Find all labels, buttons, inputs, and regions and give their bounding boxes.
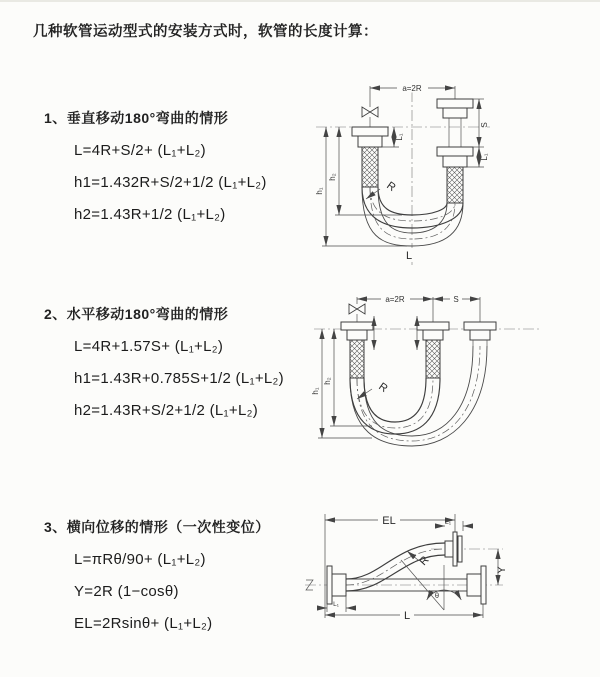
braided-hose-end: [426, 340, 440, 378]
hose-curves: [350, 346, 487, 446]
braided-hose-end: [350, 340, 364, 378]
valve-icon: [362, 107, 378, 117]
l1-top-dim-label: L₁: [444, 519, 452, 526]
section-1-heading: 1、垂直移动180°弯曲的情形: [44, 110, 229, 126]
formula-h2: h2=1.43R+S/2+1/2 (L₁+L₂): [74, 401, 259, 419]
section-3-heading: 3、横向位移的情形（一次性变位）: [44, 519, 270, 535]
h1-dim-label: h₁: [315, 187, 324, 195]
span-dim-label: a=2R: [402, 83, 422, 93]
length-label: L: [403, 610, 411, 622]
formula-h2: h2=1.43R+1/2 (L₁+L₂): [74, 205, 226, 223]
h2-dim-label: h₂: [323, 377, 332, 385]
formula-length: L=4R+1.57S+ (L₁+L₂): [74, 337, 224, 355]
s-dim-label: S: [453, 294, 459, 304]
diagram-horizontal-u-bend: [312, 286, 557, 458]
diagram-lateral-offset: [303, 500, 593, 645]
formula-el: EL=2Rsinθ+ (L₁+L₂): [74, 614, 213, 632]
page-title: 几种软管运动型式的安装方式时，软管的长度计算：: [33, 24, 378, 40]
radius-label: R: [417, 554, 432, 569]
right-pipe-fitting: [464, 322, 496, 346]
valve-icon: [349, 304, 365, 314]
braided-hose-end: [362, 147, 378, 187]
hose-s-curve: [346, 543, 445, 591]
formula-length: L=πRθ/90+ (L₁+L₂): [74, 550, 206, 568]
right-pipe-fitting: [437, 99, 473, 203]
section-2-heading: 2、水平移动180°弯曲的情形: [44, 306, 229, 322]
formula-h1: h1=1.43R+0.785S+1/2 (L₁+L₂): [74, 369, 284, 387]
l1-left-dim-label: L₁: [333, 601, 339, 608]
radius-label: R: [376, 380, 390, 396]
dimensions: [311, 295, 480, 439]
l1-left-dim-label: L₁: [395, 133, 404, 141]
dimensions: [317, 514, 508, 623]
formula-y: Y=2R (1−cosθ): [74, 582, 179, 600]
span-dim-label: a=2R: [385, 294, 405, 304]
s-dim-label: S: [480, 122, 489, 128]
l1-right-dim-label: L₁: [480, 153, 489, 161]
radius-label: R: [384, 179, 398, 195]
el-dim-label: EL: [382, 515, 396, 527]
h1-dim-label: h₁: [311, 387, 320, 395]
formula-h1: h1=1.432R+S/2+1/2 (L₁+L₂): [74, 173, 267, 191]
y-dim-label: Y: [496, 566, 508, 574]
upper-right-flange-fitting: [445, 532, 462, 566]
section-horizontal-movement: [44, 298, 284, 426]
left-flange-fitting: [327, 566, 346, 604]
theta-label: θ: [434, 591, 440, 600]
section-vertical-movement: [44, 102, 267, 230]
braided-hose-end: [447, 167, 463, 203]
formula-length: L=4R+S/2+ (L₁+L₂): [74, 141, 206, 159]
middle-pipe-fitting: [417, 322, 449, 378]
diagram-vertical-u-bend: [312, 75, 562, 270]
section-lateral-offset: [44, 511, 270, 639]
h2-dim-label: h₂: [328, 173, 337, 181]
length-label: L: [405, 250, 413, 262]
left-pipe-fitting: [341, 304, 373, 378]
